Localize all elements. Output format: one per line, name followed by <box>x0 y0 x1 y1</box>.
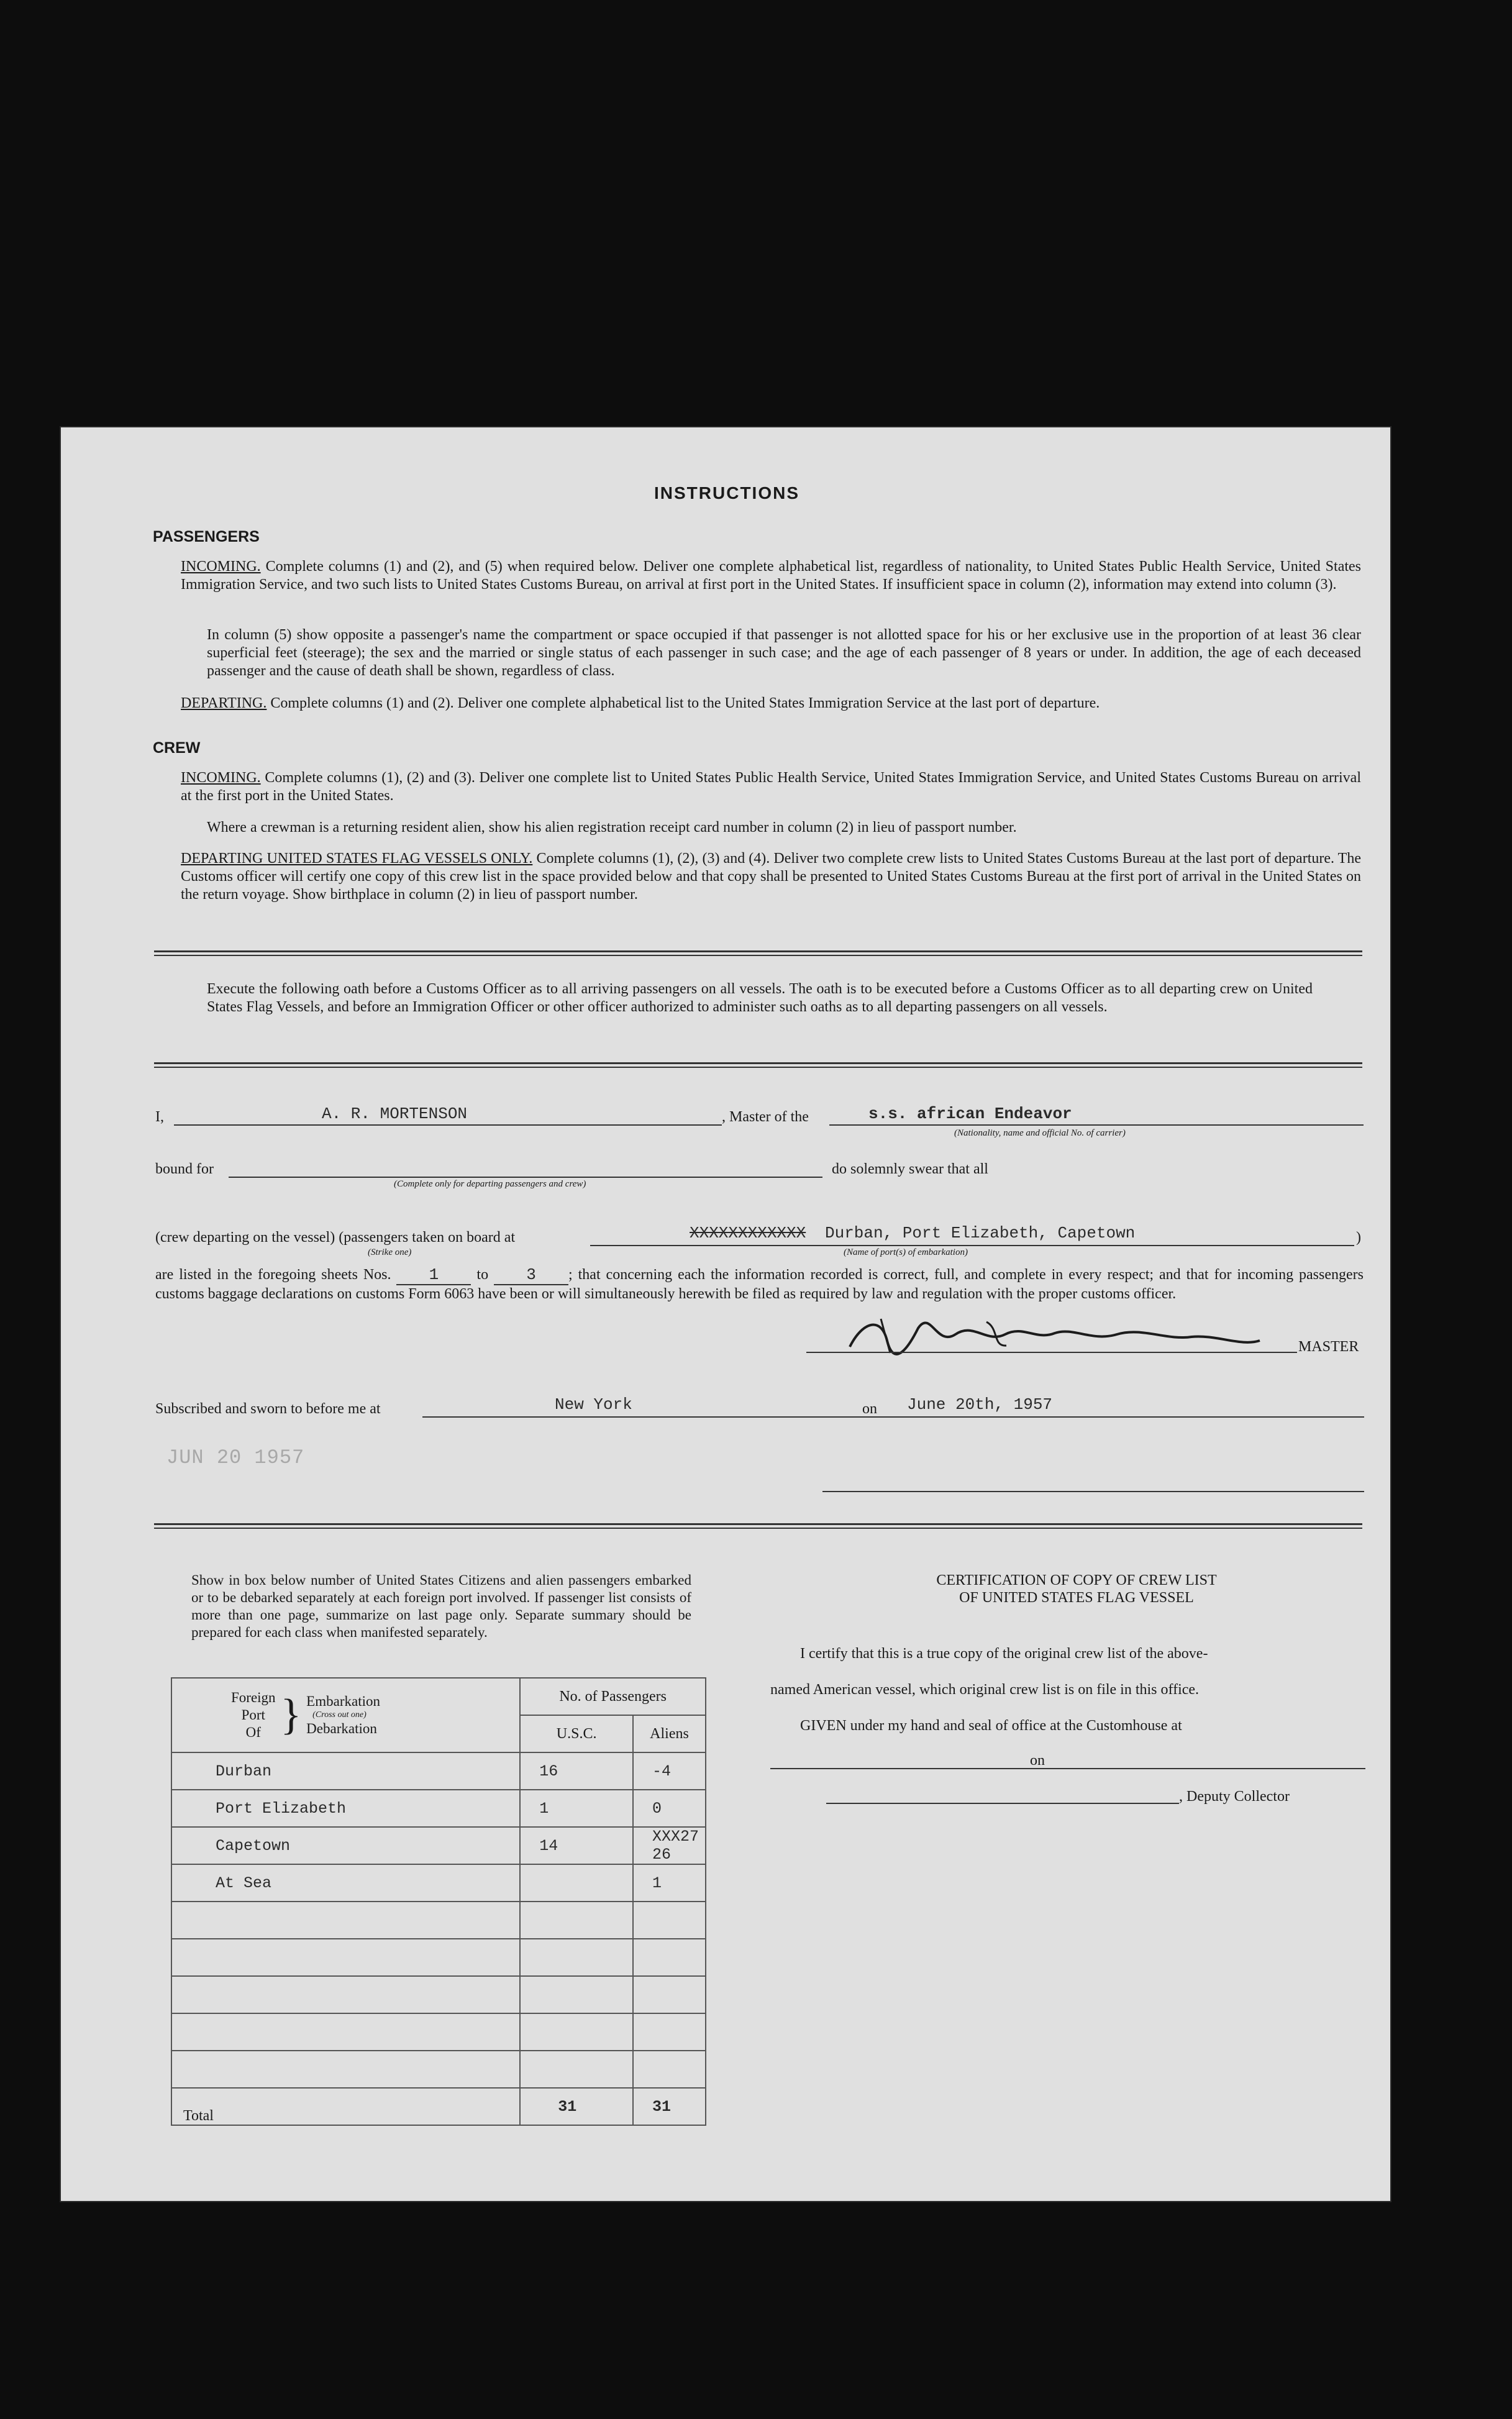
crew-incoming-label: INCOMING. <box>181 770 261 786</box>
bound-for-label: bound for <box>155 1161 214 1177</box>
ports-caption: (Name of port(s) of embarkation) <box>844 1247 968 1257</box>
port-cell: At Sea <box>171 1864 520 1902</box>
incoming-text: Complete columns (1) and (2), and (5) when required below. Deliver one complete alphabetical list, regardless of nationality, to United States Public Health Service, United States Immigration Service, and two such lists to United States Customs Bureau, on arrival at first port in the United States. If insufficient space in column (2), information may extend into column (3). <box>181 558 1362 593</box>
divider <box>154 1062 1362 1068</box>
crew-incoming-paragraph <box>181 769 1361 805</box>
divider <box>154 950 1362 956</box>
sheet-from: 1 <box>396 1266 471 1285</box>
deputy-signature-line <box>826 1803 1179 1804</box>
embarkation-label: Embarkation <box>306 1693 380 1709</box>
close-paren: ) <box>1356 1229 1361 1246</box>
certification-on-label: on <box>1030 1752 1045 1769</box>
departing-text: Complete columns (1) and (2). Deliver one complete alphabetical list to the United States Immigration Service at the last port of departure. <box>270 695 1100 711</box>
port-cell: Capetown <box>171 1827 520 1864</box>
total-usc: 31 <box>520 2088 633 2125</box>
master-of-label: , Master of the <box>722 1109 809 1125</box>
certification-title-line-1: CERTIFICATION OF COPY OF CREW LIST <box>936 1572 1217 1588</box>
usc-cell: 16 <box>520 1752 633 1790</box>
bound-for-line <box>229 1177 822 1178</box>
certification-title-line-2: OF UNITED STATES FLAG VESSEL <box>959 1590 1194 1606</box>
master-name: A. R. MORTENSON <box>322 1105 468 1123</box>
subscribed-label: Subscribed and sworn to before me at <box>155 1401 381 1417</box>
vessel-caption: (Nationality, name and official No. of carrier) <box>954 1128 1126 1138</box>
port-header-line-1: Foreign <box>231 1690 276 1705</box>
passengers-count-header: No. of Passengers <box>520 1678 706 1715</box>
port-cell: Port Elizabeth <box>171 1790 520 1827</box>
crew-resident-paragraph: Where a crewman is a returning resident alien, show his alien registration receipt card number in column (2) in lieu of passport number. <box>207 819 1017 836</box>
aliens-cell: -4 <box>633 1752 706 1790</box>
sheets-label: are listed in the foregoing sheets Nos. <box>155 1267 391 1283</box>
oath-paragraph: Execute the following oath before a Customs Officer as to all arriving passengers on all vessels. The oath is to be executed before a Customs Officer as to all departing crew on United States Flag Vessels, and before an Immigration Officer or other officer authorized to administer such oaths as to all departing passengers on all vessels. <box>207 981 1313 1015</box>
sworn-place: New York <box>555 1395 632 1414</box>
officer-signature-line <box>822 1491 1364 1492</box>
brace-icon: } <box>280 1691 302 1739</box>
i-label: I, <box>155 1109 164 1125</box>
ports-of-embarkation: Durban, Port Elizabeth, Capetown <box>825 1224 1136 1242</box>
form-page <box>61 427 1390 2201</box>
table-row <box>171 1827 706 1864</box>
crew-heading: CREW <box>153 739 201 757</box>
master-label: MASTER <box>1298 1339 1359 1355</box>
total-aliens: 31 <box>633 2088 706 2125</box>
aliens-cell: XXX27 26 <box>633 1827 706 1864</box>
sheets-text: ; that concerning each the information recorded is correct, full, and complete in every respect; and that for incoming passengers customs baggage declarations on customs Form 6063 have been or will simultaneously herewith be filed as required by law and regulation with the proper customs officer. <box>155 1267 1364 1302</box>
table-row-empty <box>171 2013 706 2051</box>
total-label: Total <box>171 2088 520 2125</box>
port-header-line-2: Port <box>241 1707 265 1723</box>
table-row <box>171 1790 706 1827</box>
master-name-line <box>174 1124 722 1126</box>
sworn-place-line <box>422 1416 919 1418</box>
aliens-cell: 1 <box>633 1864 706 1902</box>
crew-departing-phrase: (crew departing on the vessel) (passengers taken on board at <box>155 1229 516 1246</box>
vessel-name: s.s. african Endeavor <box>868 1105 1072 1123</box>
crew-incoming-text: Complete columns (1), (2) and (3). Deliver one complete list to United States Public Health Service, United States Immigration Service, and United States Customs Bureau on arrival at the first port in the United States. <box>181 770 1361 804</box>
debarkation-label: Debarkation <box>306 1721 377 1736</box>
master-signature-line <box>806 1352 1297 1353</box>
usc-cell: 14 <box>520 1827 633 1864</box>
vessel-line <box>829 1124 1364 1126</box>
usc-header: U.S.C. <box>520 1715 633 1752</box>
table-row <box>171 1752 706 1790</box>
deputy-label: , Deputy Collector <box>1179 1788 1290 1805</box>
table-row-empty <box>171 1939 706 1976</box>
divider <box>154 1523 1362 1529</box>
port-header-line-3: Of <box>245 1724 261 1740</box>
port-cell: Durban <box>171 1752 520 1790</box>
crew-departing-text: Complete columns (1), (2), (3) and (4). Deliver two complete crew lists to United States Customs Bureau at the last port of departure. The Customs officer will certify one copy of this crew list in the space provided below and that copy shall be presented to United States Customs Bureau at the first port of arrival in the United States on the return voyage. Show birthplace in column (2) in lieu of passport number. <box>181 850 1361 903</box>
received-stamp: JUN 20 1957 <box>166 1446 305 1469</box>
certification-title <box>834 1572 1319 1606</box>
certification-date-line <box>1054 1768 1365 1769</box>
ports-line <box>590 1245 1354 1246</box>
departing-label: DEPARTING. <box>181 695 267 711</box>
passenger-summary-table <box>171 1677 706 2126</box>
on-label: on <box>862 1401 877 1417</box>
aliens-header: Aliens <box>633 1715 706 1752</box>
incoming-label: INCOMING. <box>181 558 261 575</box>
bound-caption: (Complete only for departing passengers and crew) <box>394 1179 586 1189</box>
total-row <box>171 2088 706 2125</box>
column5-paragraph: In column (5) show opposite a passenger's name the compartment or space occupied if that passenger is not allotted space for his or her exclusive use in the proportion of at least 36 clear superficial feet (steerage); the sex and the married or single status of each passenger in such case; and the age of each passenger of 8 years or under. In addition, the age of each deceased passenger and the cause of death shall be shown, regardless of class. <box>207 627 1361 679</box>
aliens-cell: 0 <box>633 1790 706 1827</box>
port-header <box>171 1678 520 1752</box>
usc-cell: 1 <box>520 1790 633 1827</box>
table-row-empty <box>171 1902 706 1939</box>
strike-caption: (Strike one) <box>368 1247 412 1257</box>
sworn-date: June 20th, 1957 <box>907 1395 1053 1414</box>
certification-text-3: GIVEN under my hand and seal of office at the Customhouse at <box>800 1718 1182 1734</box>
form-title: INSTRUCTIONS <box>654 483 799 503</box>
swear-text: do solemnly swear that all <box>832 1161 988 1177</box>
crew-departing-label: DEPARTING UNITED STATES FLAG VESSELS ONLY. <box>181 850 533 867</box>
summary-header-row <box>171 1678 706 1715</box>
cross-out-caption: (Cross out one) <box>312 1710 367 1720</box>
to-label: to <box>476 1267 489 1283</box>
passengers-incoming-paragraph <box>181 558 1361 594</box>
certification-text-2: named American vessel, which original crew list is on file in this office. <box>770 1682 1200 1698</box>
certification-text-1: I certify that this is a true copy of the original crew list of the above- <box>800 1646 1208 1662</box>
sheet-to: 3 <box>494 1266 568 1285</box>
table-row-empty <box>171 2051 706 2088</box>
usc-cell <box>520 1864 633 1902</box>
table-row <box>171 1864 706 1902</box>
crew-departing-paragraph <box>181 850 1361 904</box>
passengers-heading: PASSENGERS <box>153 528 260 545</box>
sheets-paragraph <box>155 1266 1364 1303</box>
table-row-empty <box>171 1976 706 2013</box>
summary-instructions: Show in box below number of United States Citizens and alien passengers embarked or to be debarked separately at each foreign port involved. If passenger list consists of more than one page, summarize on last page only. Separate summary should be prepared for each class when manifested separately. <box>191 1572 691 1640</box>
sworn-date-line <box>886 1416 1364 1418</box>
ports-struck: XXXXXXXXXXXX <box>690 1224 806 1242</box>
passengers-departing-paragraph <box>181 695 1361 713</box>
